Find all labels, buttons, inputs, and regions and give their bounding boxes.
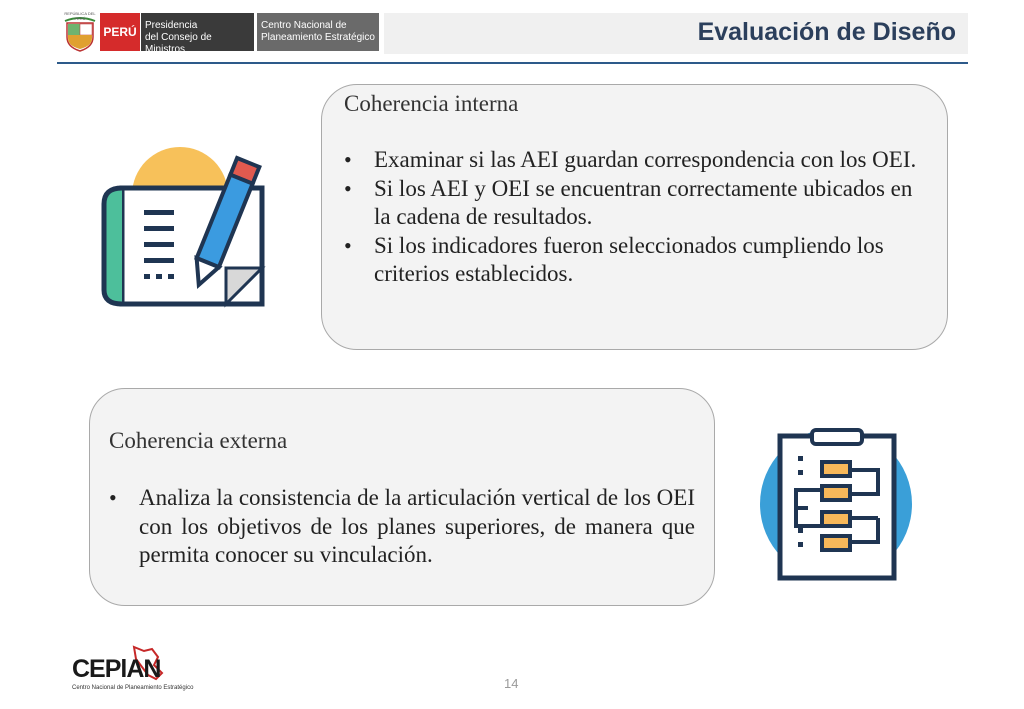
clipboard-flowchart-icon (760, 428, 916, 584)
header-rule (57, 62, 968, 64)
cnpe-line2: Planeamiento Estratégico (261, 32, 375, 43)
list-item: • Si los AEI y OEI se encuentran correctamente ubicados en la cadena de resultados. (344, 175, 934, 232)
external-bullet-list (109, 484, 695, 570)
pcm-line1: Presidencia (145, 20, 198, 31)
pcm-line2: del Consejo de Ministros (145, 32, 212, 55)
peru-badge (100, 13, 140, 51)
slide-title: Evaluación de Diseño (697, 18, 956, 46)
list-item: • Si los indicadores fueron seleccionados cumpliendo los criterios establecidos. (344, 232, 934, 289)
internal-heading: Coherencia interna (344, 91, 519, 116)
internal-coherence-card (321, 84, 948, 350)
list-item: • Analiza la consistencia de la articulación vertical de los OEI con los objetivos de los planes superiores, de manera que permita conocer su vinculación. (109, 484, 695, 570)
peru-label: PERÚ (103, 25, 137, 39)
list-item: • Examinar si las AEI guardan correspondencia con los OEI. (344, 146, 934, 175)
notebook-pencil-icon (100, 140, 268, 312)
shield-caption: REPÚBLICA DEL PERÚ (64, 11, 96, 21)
external-coherence-card (89, 388, 715, 606)
internal-bullet-list (344, 146, 934, 289)
cepian-logo-caption: Centro Nacional de Planeamiento Estratégico (72, 685, 194, 691)
cepian-logo-text: CEPlAN (72, 655, 161, 683)
cnpe-badge (257, 13, 379, 51)
page-number: 14 (504, 676, 519, 691)
external-heading: Coherencia externa (109, 428, 288, 453)
pcm-badge (141, 13, 254, 55)
cnpe-line1: Centro Nacional de (261, 20, 347, 31)
